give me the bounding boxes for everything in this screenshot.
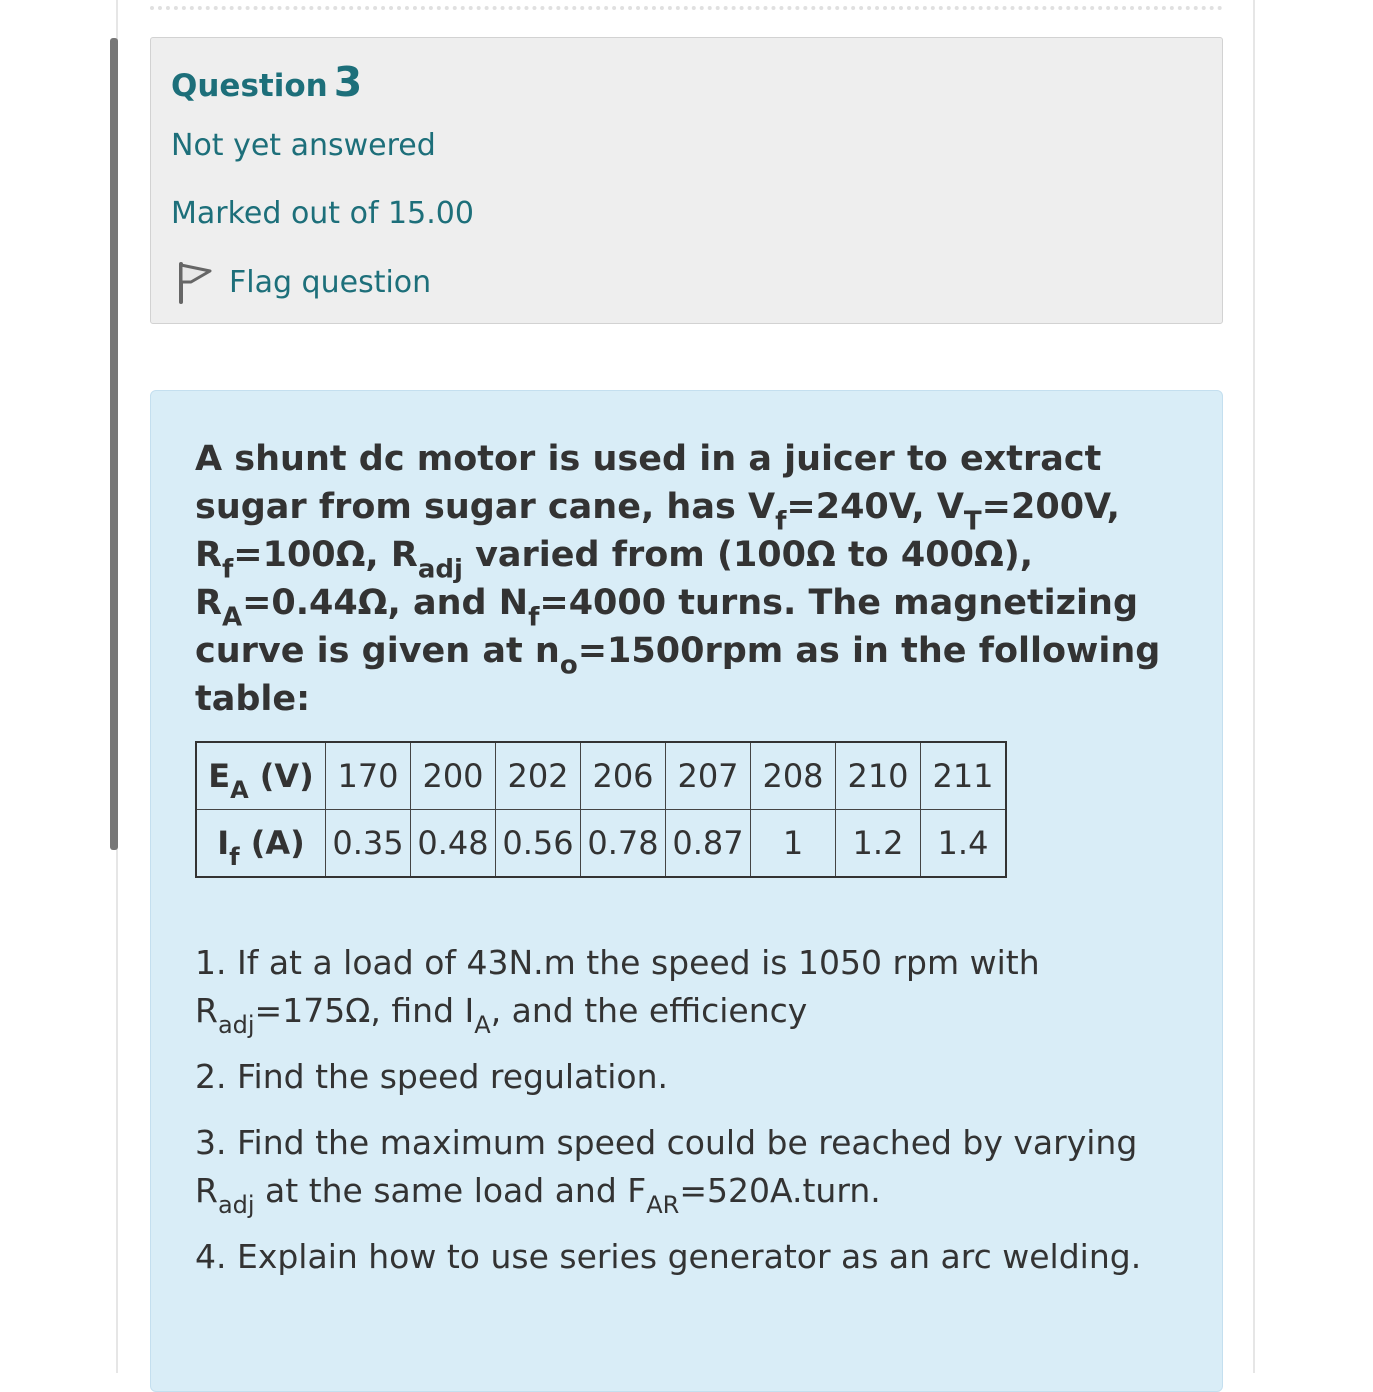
stem-subscript: T: [963, 506, 982, 537]
header-subscript: A: [230, 775, 249, 804]
stem-text: =100Ω, R: [233, 535, 418, 575]
scrollbar-thumb[interactable]: [110, 38, 118, 850]
stem-subscript: o: [559, 650, 578, 681]
question-info-panel: [150, 37, 1223, 324]
table-row-if: [196, 810, 1006, 878]
table-cell: 211: [921, 742, 1007, 810]
question-part-2: 2. Find the speed regulation.: [195, 1057, 669, 1096]
part-text: , and the efficiency: [490, 991, 808, 1030]
table-cell: 0.35: [326, 810, 411, 878]
header-unit: (A): [239, 824, 305, 862]
table-cell: 0.78: [581, 810, 666, 878]
header-subscript: f: [229, 842, 240, 871]
table-row-ea: [196, 742, 1006, 810]
flag-question-link[interactable]: [175, 260, 431, 304]
magnetizing-curve-table: [195, 741, 1007, 878]
page-frame-right-border: [1253, 0, 1255, 1373]
stem-subscript: f: [221, 554, 234, 585]
stem-subscript: adj: [417, 554, 463, 585]
part-text: at the same load and F: [254, 1171, 647, 1210]
stem-text: =1500rpm as in the following table:: [195, 631, 1161, 719]
question-stem: [195, 435, 1175, 723]
table-cell: 0.48: [411, 810, 496, 878]
stem-text: A shunt dc motor is used in a juicer to extract sugar from sugar cane, has V: [195, 439, 1102, 527]
stem-subscript: f: [775, 506, 787, 537]
question-marks: Marked out of 15.00: [171, 196, 474, 231]
header-unit: (V): [248, 757, 314, 795]
part-text: 3. Find the maximum speed could be reached by varying R: [195, 1123, 1138, 1210]
stem-text: =200V, R: [195, 487, 1120, 575]
table-cell: 0.56: [496, 810, 581, 878]
part-subscript: adj: [217, 1010, 255, 1039]
table-cell: 1.2: [836, 810, 921, 878]
part-subscript: AR: [646, 1190, 680, 1219]
table-cell: 170: [326, 742, 411, 810]
table-cell: 1: [751, 810, 836, 878]
table-header-ea: [196, 742, 326, 810]
question-label: Question: [171, 68, 328, 104]
part-text: 1. If at a load of 43N.m the speed is 1050 rpm with R: [195, 943, 1040, 1030]
stem-text: =240V, V: [786, 487, 964, 527]
question-part-3: [195, 1119, 1175, 1219]
question-parts: [195, 939, 1175, 1299]
table-cell: 0.87: [666, 810, 751, 878]
part-text: =520A.turn.: [679, 1171, 881, 1210]
header-symbol: E: [208, 757, 231, 795]
part-text: =175Ω, find I: [254, 991, 475, 1030]
table-cell: 202: [496, 742, 581, 810]
stem-subscript: f: [528, 602, 540, 633]
question-number: 3: [333, 58, 363, 106]
stem-text: varied from (100Ω to 400Ω), R: [195, 535, 1034, 623]
table-cell: 207: [666, 742, 751, 810]
stem-subscript: A: [221, 602, 243, 633]
stem-text: =4000 turns. The magnetizing curve is given at n: [195, 583, 1139, 671]
question-text-panel: [150, 390, 1223, 1392]
part-subscript: adj: [217, 1190, 255, 1219]
table-cell: 208: [751, 742, 836, 810]
question-part-4: 4. Explain how to use series generator as an arc welding.: [195, 1237, 1142, 1276]
table-header-if: [196, 810, 326, 878]
question-status: Not yet answered: [171, 128, 436, 163]
question-part-1: [195, 939, 1175, 1039]
table-cell: 1.4: [921, 810, 1007, 878]
question-title: [171, 58, 362, 106]
table-cell: 200: [411, 742, 496, 810]
flag-question-label: Flag question: [229, 264, 432, 300]
header-symbol: I: [217, 824, 230, 862]
table-cell: 210: [836, 742, 921, 810]
table-cell: 206: [581, 742, 666, 810]
flag-icon: [175, 260, 215, 304]
part-subscript: A: [474, 1010, 491, 1039]
stem-text: =0.44Ω, and N: [242, 583, 529, 623]
dotted-divider: [150, 6, 1223, 10]
